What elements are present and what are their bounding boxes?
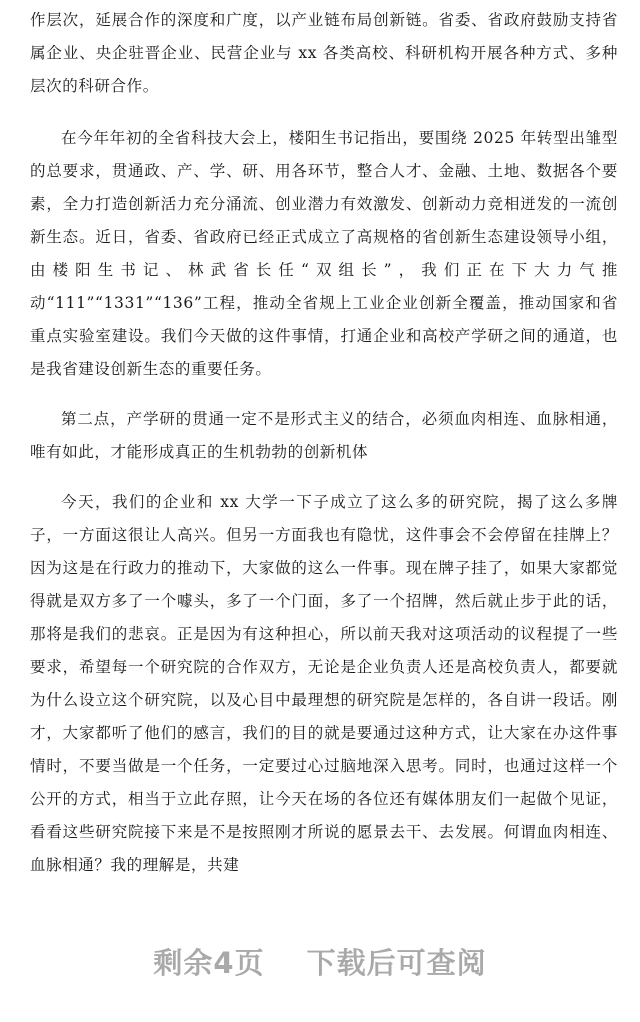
download-prompt-bar[interactable] [0, 935, 640, 987]
document-body [30, 4, 618, 882]
download-to-view-label[interactable]: 下载后可查阅 [306, 945, 487, 980]
paragraph-3: 第二点，产学研的贯通一定不是形式主义的结合，必须血肉相连、血脉相通，唯有如此，才能形成真正的生机勃勃的创新机体 [30, 410, 618, 461]
remaining-pages-label[interactable]: 剩余4页 [153, 945, 265, 980]
paragraph-1: 作层次，延展合作的深度和广度，以产业链布局创新链。省委、省政府鼓励支持省属企业、央企驻晋企业、民营企业与 xx 各类高校、科研机构开展各种方式、多种层次的科研合作。 [30, 11, 618, 95]
paragraph-2: 在今年年初的全省科技大会上，楼阳生书记指出，要围绕 2025 年转型出雏型的总要求，贯通政、产、学、研、用各环节，整合人才、金融、土地、数据各个要素，全力打造创新活力充分涌流、创业潜力有效激发、创新动力竞相迸发的一流创新生态。近日，省委、省政府已经正式成立了高规格的省创新生态建设领导小组，由楼阳生书记、林武省长任“双组长”，我们正在下大力气推动“111”“1331”“136”工程，推动全省规上工业企业创新全覆盖，推动国家和省重点实验室建设。我们今天做的这件事情，打通企业和高校产学研之间的通道，也是我省建设创新生态的重要任务。 [30, 129, 618, 378]
paragraph-spacer [30, 469, 618, 486]
paragraph-spacer [30, 103, 618, 122]
paragraph-spacer [30, 386, 618, 403]
paragraph-4: 今天，我们的企业和 xx 大学一下子成立了这么多的研究院，揭了这么多牌子，一方面这很让人高兴。但另一方面我也有隐忧，这件事会不会停留在挂牌上？因为这是在行政力的推动下，大家做的这么一件事。现在牌子挂了，如果大家都觉得就是双方多了一个噱头，多了一个门面，多了一个招牌，然后就止步于此的话，那将是我们的悲哀。正是因为有这种担心，所以前天我对这项活动的议程提了一些要求，希望每一个研究院的合作双方，无论是企业负责人还是高校负责人，都要就为什么设立这个研究院，以及心目中最理想的研究院是怎样的，各自讲一段话。刚才，大家都听了他们的感言，我们的目的就是要通过这种方式，让大家在办这件事情时，不要当做是一个任务，一定要过心过脑地深入思考。同时，也通过这样一个公开的方式，相当于立此存照，让今天在场的各位还有媒体朋友们一起做个见证，看看这些研究院接下来是不是按照刚才所说的愿景去干、去发展。何谓血肉相连、血脉相通？我的理解是，共建 [30, 493, 618, 874]
